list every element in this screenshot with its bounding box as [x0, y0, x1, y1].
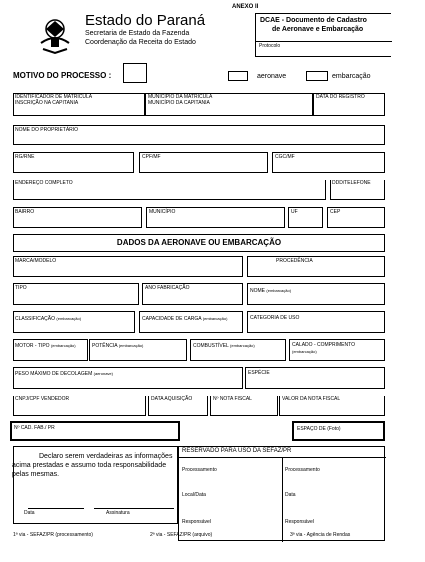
field-telefone[interactable]	[330, 180, 385, 200]
field-municipio-matricula-label: MUNICÍPIO DA MATRÍCULA MUNICÍPIO DA CAPITANIA	[148, 94, 213, 106]
field-motor-label	[15, 343, 76, 350]
coat-of-arms-logo	[37, 15, 73, 55]
field-fabricacao-label: ANO FABRICAÇÃO	[145, 285, 190, 291]
peso-note: (aeronave)	[93, 371, 113, 376]
field-telefone-label: DDD/TELEFONE	[332, 180, 371, 186]
field-bairro[interactable]	[13, 207, 142, 228]
protocol-label: Protocolo	[259, 43, 281, 49]
potencia-note: (embarcação)	[118, 343, 144, 348]
reserved-box	[178, 446, 385, 541]
field-nota-fiscal-label: Nº NOTA FISCAL	[213, 396, 252, 402]
declaration-date-label: Data	[24, 510, 35, 516]
field-data-registro-label: DATA DO REGISTRO	[316, 94, 365, 100]
section-title-vehicle: DADOS DA AERONAVE OU EMBARCAÇÃO	[13, 234, 385, 252]
field-classificacao-label	[15, 316, 81, 323]
field-rg[interactable]	[13, 152, 134, 173]
doc-title-line-1: DCAE - Documento de Cadastro	[260, 17, 367, 24]
field-procedencia-label: PROCEDÊNCIA	[276, 258, 313, 264]
field-espaco-label: ESPAÇO DE (Foto)	[297, 426, 341, 432]
reserved-responsavel-1: Responsável	[182, 519, 211, 525]
field-combustivel-label	[193, 343, 255, 350]
field-calado[interactable]	[289, 339, 385, 361]
field-vistoria[interactable]	[10, 421, 180, 441]
field-municipio-matricula[interactable]	[145, 93, 313, 116]
calado-note: (embarcação)	[292, 349, 317, 354]
declaration-text-1: Declaro serem verdadeiras as informações	[39, 453, 173, 460]
field-municipio-label: MUNICÍPIO	[149, 209, 176, 215]
field-tipo[interactable]	[13, 283, 139, 305]
signature-line	[94, 508, 174, 509]
field-nota-fiscal[interactable]	[210, 396, 278, 416]
field-especie[interactable]	[245, 367, 385, 389]
field-marca-label: MARCA/MODELO	[15, 258, 57, 264]
field-peso[interactable]	[13, 367, 243, 389]
field-calado-label: CALADO - COMPRIMENTO	[292, 342, 355, 348]
reserved-responsavel-2: Responsável	[285, 519, 314, 525]
field-cpf-label: CPF/MF	[142, 154, 161, 160]
field-categoria-label: CATEGORIA DE USO	[250, 315, 300, 321]
field-nome[interactable]	[247, 283, 385, 305]
declaration-text-2: acima prestadas e assumo toda responsabilidade	[12, 462, 167, 469]
motivo-input-box[interactable]	[123, 63, 147, 83]
field-nome-label	[250, 288, 291, 295]
potencia-label: POTÊNCIA	[92, 343, 118, 349]
motivo-label: MOTIVO DO PROCESSO :	[13, 71, 112, 80]
field-matricula[interactable]	[13, 93, 145, 116]
field-bairro-label: BAIRRO	[15, 209, 35, 215]
field-cgc-label: CGC/MF	[275, 154, 295, 160]
reserved-column-divider	[282, 457, 283, 542]
field-potencia-label	[92, 343, 143, 350]
field-motor[interactable]	[13, 339, 88, 361]
field-peso-label	[15, 371, 113, 378]
reserved-title: RESERVADO PARA USO DA SEFAZ/PR	[182, 448, 292, 454]
field-classificacao[interactable]	[13, 311, 135, 333]
field-proprietario-label: NOME DO PROPRIETÁRIO	[15, 127, 79, 133]
field-categoria[interactable]	[247, 311, 385, 333]
reserved-local-data: Local/Data	[182, 492, 206, 498]
divider	[256, 41, 392, 42]
peso-label: PESO MÁXIMO DE DECOLAGEM	[15, 371, 93, 377]
field-endereco-label: ENDEREÇO COMPLETO	[15, 180, 73, 186]
state-title: Estado do Paraná	[85, 12, 206, 29]
field-proprietario[interactable]	[13, 125, 385, 145]
field-cep-label: CEP	[330, 209, 341, 215]
declaration-signature-label: Assinatura	[106, 510, 130, 516]
field-capacidade[interactable]	[139, 311, 243, 333]
field-cpf[interactable]	[139, 152, 268, 173]
field-cep[interactable]	[327, 207, 385, 228]
field-combustivel[interactable]	[190, 339, 286, 361]
motor-note: (embarcação)	[50, 343, 76, 348]
footer-via-3: 3ª via - Agência de Rendas	[290, 532, 351, 538]
field-municipio[interactable]	[146, 207, 285, 228]
field-valor-nota-label: VALOR DA NOTA FISCAL	[282, 396, 341, 402]
field-vendedor[interactable]	[13, 396, 146, 416]
combustivel-note: (embarcação)	[230, 343, 255, 348]
footer-via-1: 1ª via - SEFAZ/PR (processamento)	[13, 532, 93, 538]
field-marca[interactable]	[13, 256, 243, 277]
declaration-box	[13, 446, 178, 524]
capacidade-label: CAPACIDADE DE CARGA	[142, 316, 202, 322]
date-signature-line	[28, 508, 84, 509]
field-vendedor-label: CNPJ/CPF VENDEDOR	[15, 396, 70, 402]
reserved-processamento-1: Processamento	[182, 467, 217, 473]
field-data-aquisicao-label: DATA AQUISIÇÃO	[151, 396, 193, 402]
field-matricula-label: IDENTIFICADOR DE MATRÍCULA INSCRIÇÃO NA CAPITANIA	[15, 94, 92, 106]
field-data-aquisicao[interactable]	[148, 396, 208, 416]
field-uf-label: UF	[291, 209, 298, 215]
footer-via-2: 2ª via - SEFAZ/PR (arquivo)	[150, 532, 213, 538]
field-cgc[interactable]	[272, 152, 385, 173]
field-data-registro[interactable]	[313, 93, 385, 116]
field-vistoria-label: Nº CAD. FAB./ PR	[14, 425, 55, 431]
classificacao-label: CLASSIFICAÇÃO	[15, 316, 56, 322]
field-rg-label: RG/RNE	[15, 154, 35, 160]
field-potencia[interactable]	[89, 339, 187, 361]
reserved-processamento-2: Processamento	[285, 467, 320, 473]
aeronave-checkbox[interactable]	[228, 71, 248, 81]
nome-label: NOME	[250, 288, 265, 294]
field-capacidade-label	[142, 316, 227, 323]
aeronave-label: aeronave	[257, 73, 287, 80]
field-tipo-label: TIPO	[15, 285, 27, 291]
embarcacao-checkbox[interactable]	[306, 71, 328, 81]
field-fabricacao[interactable]	[142, 283, 243, 305]
reserved-data: Data	[285, 492, 296, 498]
classificacao-note: (embarcação)	[56, 316, 82, 321]
nome-note: (embarcação)	[266, 288, 292, 293]
declaration-text-3: pelas mesmas.	[12, 471, 60, 478]
field-valor-nota[interactable]	[279, 396, 385, 416]
field-procedencia[interactable]	[247, 256, 385, 277]
motor-label: MOTOR - TIPO	[15, 343, 50, 349]
document-title-box	[255, 13, 391, 57]
coordination-name: Coordenação da Receita do Estado	[85, 39, 196, 46]
annex-label: ANEXO II	[232, 4, 259, 10]
doc-title-line-2: de Aeronave e Embarcação	[272, 26, 364, 33]
field-especie-label: ESPÉCIE	[248, 370, 270, 376]
field-uf[interactable]	[288, 207, 323, 228]
field-espaco[interactable]	[292, 421, 385, 441]
embarcacao-label: embarcação	[332, 73, 371, 80]
capacidade-note: (embarcação)	[202, 316, 228, 321]
secretariat-name: Secretaria de Estado da Fazenda	[85, 30, 190, 37]
combustivel-label: COMBUSTÍVEL	[193, 343, 229, 349]
field-endereco[interactable]	[13, 180, 326, 200]
